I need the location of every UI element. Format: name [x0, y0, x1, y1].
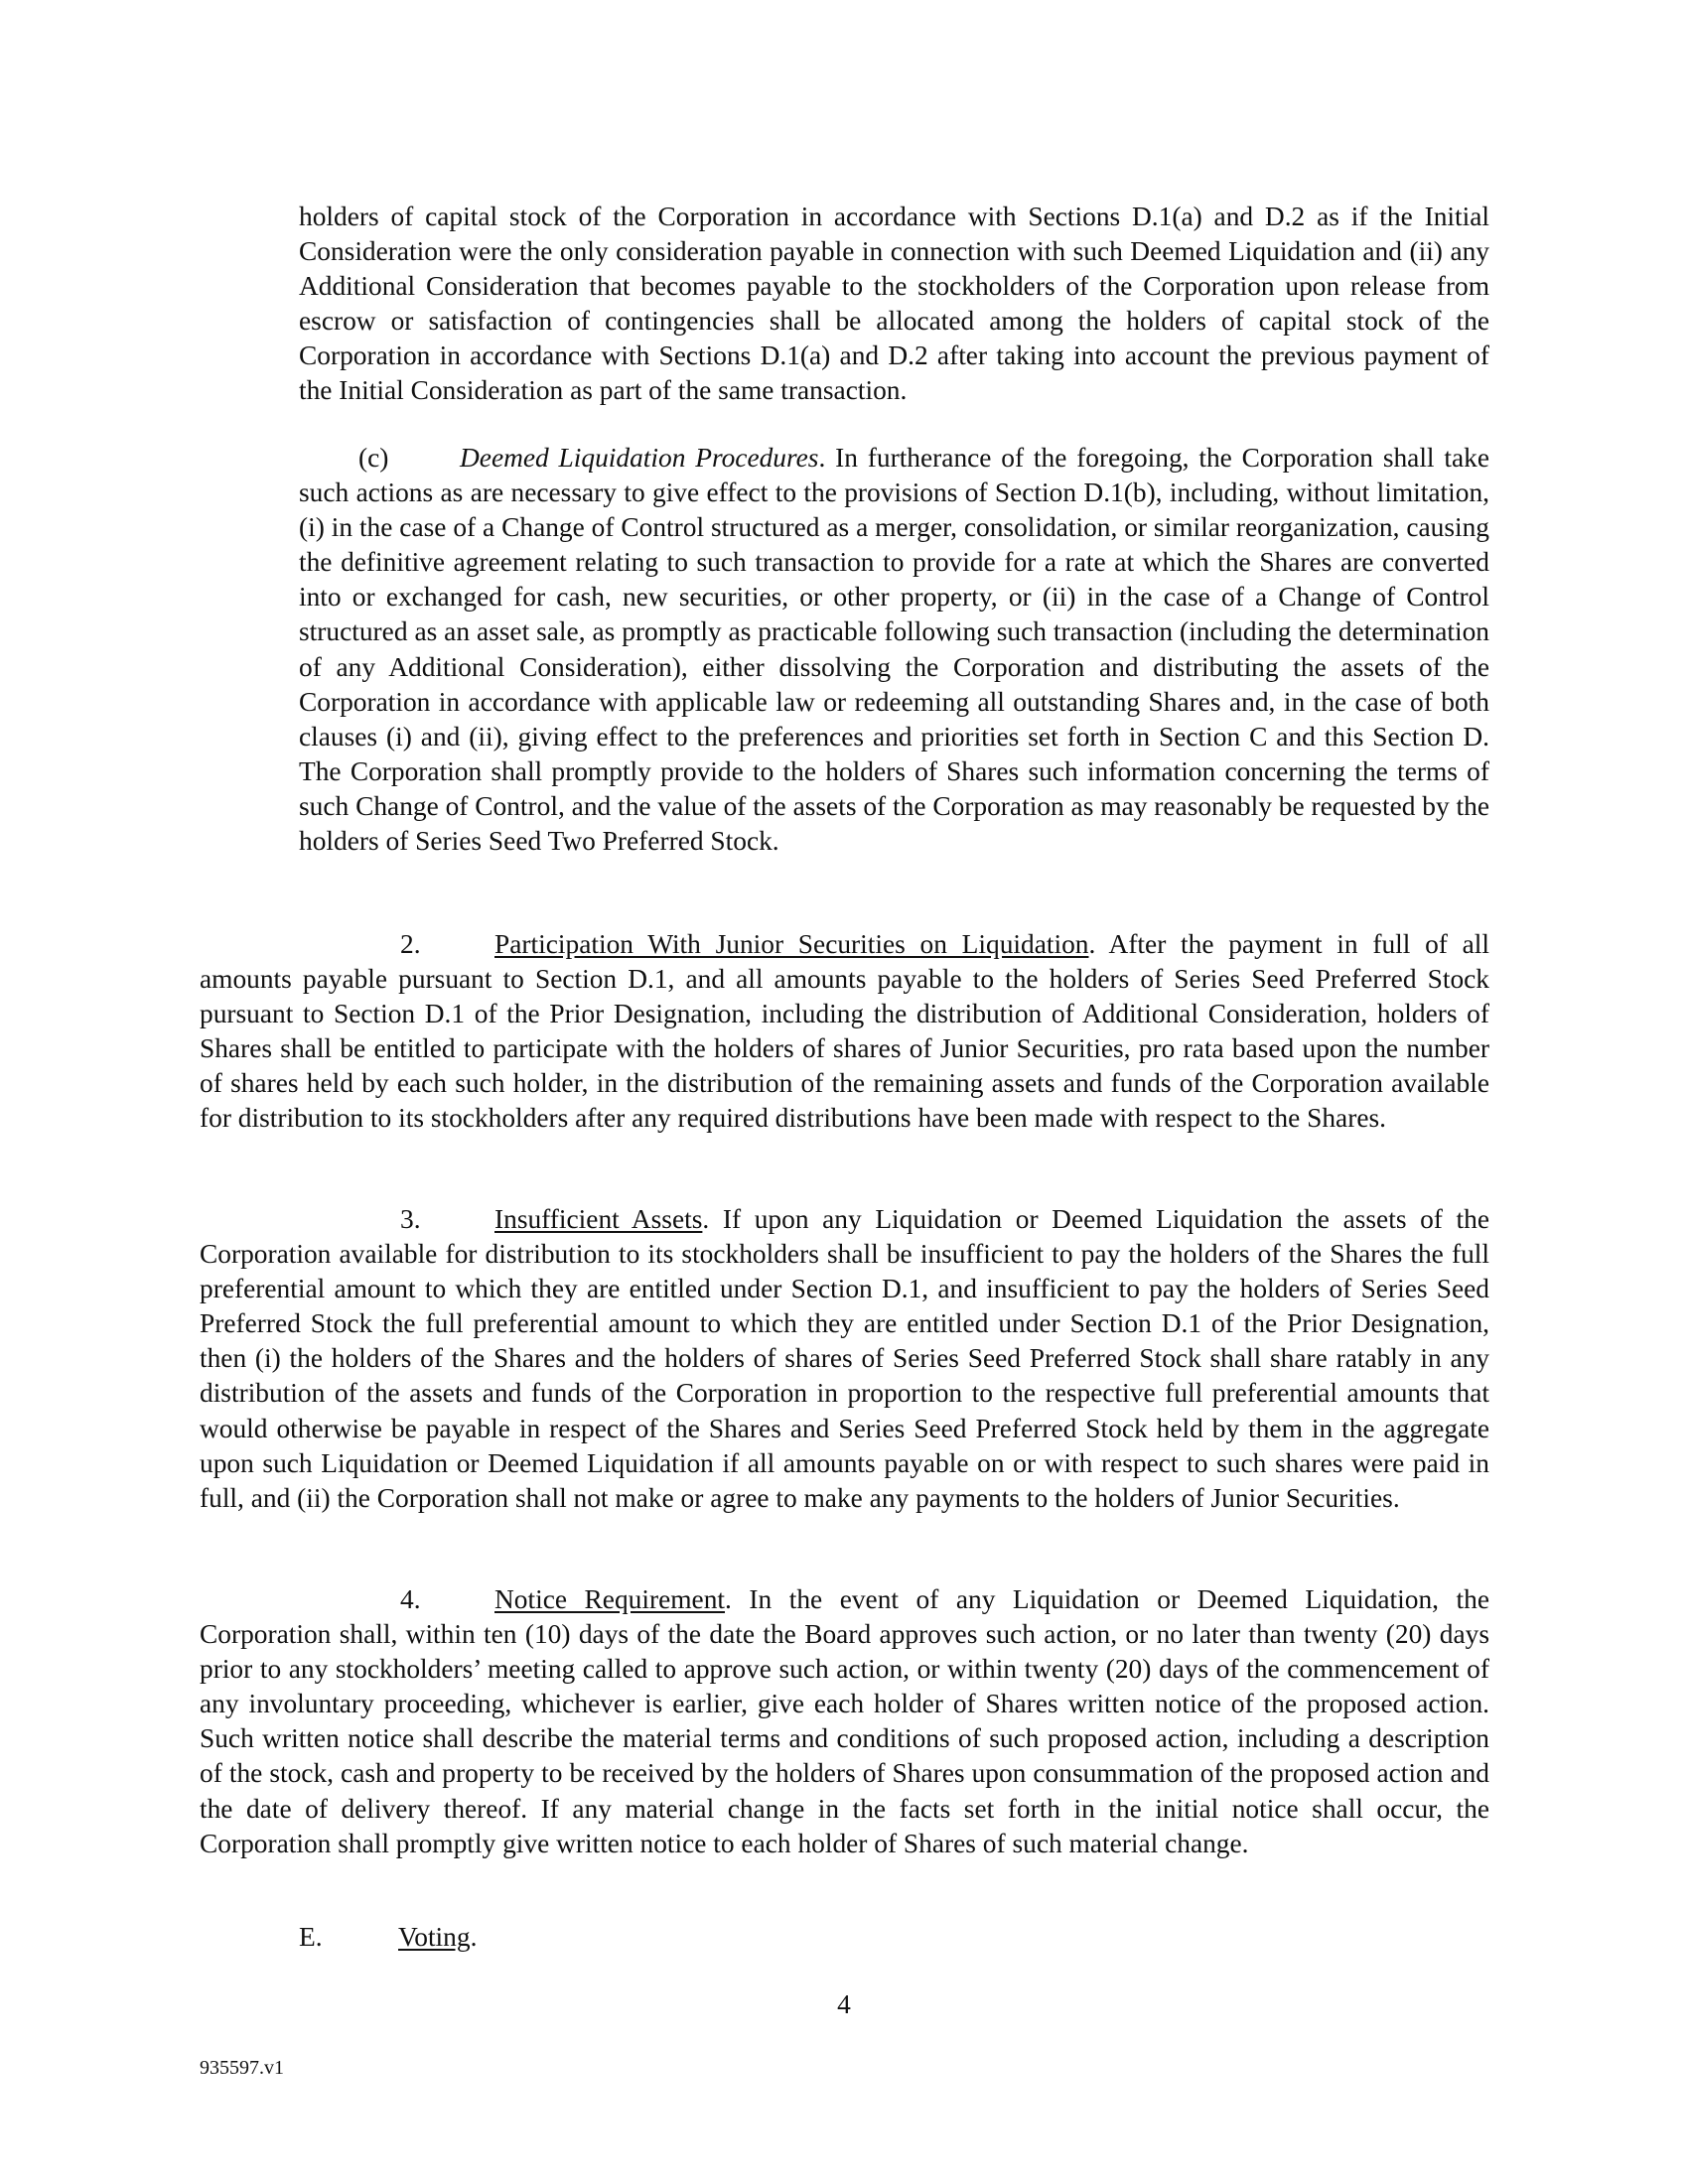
section-letter: E. [299, 1922, 323, 1952]
clause-number: (c) [358, 443, 389, 473]
paragraph-insufficient-assets [200, 1202, 1489, 1516]
section-heading: Insufficient Assets [494, 1204, 703, 1234]
paragraph-text: . In furtherance of the foregoing, the Corporation shall take such actions as are necessary to give effect to the provisions of Section D.1(b), including, without limitation, (i) in the case of a Change of Control structured as a merger, consolidation, or similar reorganization, causing the definitive agreement relating to such transaction to provide for a rate at which the Shares are converted into or exchanged for cash, new securities, or other property, or (ii) in the case of a Change of Control structured as an asset sale, as promptly as practicable following such transaction (including the determination of any Additional Consideration), either dissolving the Corporation and distributing the assets of the Corporation in accordance with applicable law or redeeming all outstanding Shares and, in the case of both clauses (i) and (ii), giving effect to the preferences and priorities set forth in Section C and this Section D. The Corporation shall promptly provide to the holders of Shares such information concerning the terms of such Change of Control, and the value of the assets of the Corporation as may reasonably be requested by the holders of Series Seed Two Preferred Stock. [299, 443, 1489, 857]
section-heading: Participation With Junior Securities on Liquidation [494, 929, 1089, 959]
paragraph-text: . In the event of any Liquidation or Deemed Liquidation, the Corporation shall, within ten (10) days of the date the Board approves such action, or no later than twenty (20) days prior to any stockholders’ meeting called to approve such action, or within twenty (20) days of the commencement of any involuntary proceeding, whichever is earlier, give each holder of Shares written notice of the proposed action. Such written notice shall describe the material terms and conditions of such proposed action, including a description of the stock, cash and property to be received by the holders of Shares upon consummation of the proposed action and the date of delivery thereof. If any material change in the facts set forth in the initial notice shall occur, the Corporation shall promptly give written notice to each holder of Shares of such material change. [200, 1584, 1489, 1858]
paragraph-notice-requirement [200, 1582, 1489, 1861]
section-number: 4. [400, 1584, 421, 1614]
paragraph-continuation [299, 200, 1489, 409]
section-number: 3. [400, 1204, 421, 1234]
paragraph-text: holders of capital stock of the Corporation in accordance with Sections D.1(a) and D.2 as if the Initial Consideration were the only consideration payable in connection with such Deemed Liquidation and (ii) any Additional Consideration that becomes payable to the stockholders of the Corporation upon release from escrow or satisfaction of contingencies shall be allocated among the holders of capital stock of the Corporation in accordance with Sections D.1(a) and D.2 after taking into account the previous payment of the Initial Consideration as part of the same transaction. [299, 202, 1489, 406]
section-e-heading [299, 1920, 477, 1955]
paragraph-text: . After the payment in full of all amounts payable pursuant to Section D.1, and all amounts payable to the holders of Series Seed Preferred Stock pursuant to Section D.1 of the Prior Designation, including the distribution of Additional Consideration, holders of Shares shall be entitled to participate with the holders of shares of Junior Securities, pro rata based upon the number of shares held by each such holder, in the distribution of the remaining assets and funds of the Corporation available for distribution to its stockholders after any required distributions have been made with respect to the Shares. [200, 929, 1490, 1134]
section-number: 2. [400, 929, 421, 959]
page-number: 4 [837, 1989, 851, 2019]
paragraph-deemed-liquidation-procedures [299, 441, 1489, 859]
section-title: Voting [398, 1922, 471, 1952]
document-id-footer: 935597.v1 [200, 2057, 284, 2079]
paragraph-text: . If upon any Liquidation or Deemed Liquidation the assets of the Corporation available for distribution to its stockholders shall be insufficient to pay the holders of the Shares the full preferential amount to which they are entitled under Section D.1, and insufficient to pay the holders of Series Seed Preferred Stock the full preferential amount to which they are entitled under Section D.1 of the Prior Designation, then (i) the holders of the Shares and the holders of shares of Series Seed Preferred Stock shall share ratably in any distribution of the assets and funds of the Corporation in proportion to the respective full preferential amounts that would otherwise be payable in respect of the Shares and Series Seed Preferred Stock held by them in the aggregate upon such Liquidation or Deemed Liquidation if all amounts payable on or with respect to such shares were paid in full, and (ii) the Corporation shall not make or agree to make any payments to the holders of Junior Securities. [200, 1204, 1489, 1513]
clause-heading: Deemed Liquidation Procedures [460, 443, 819, 473]
section-heading: Notice Requirement [494, 1584, 726, 1614]
paragraph-participation [200, 927, 1489, 1137]
section-title-period: . [470, 1922, 478, 1952]
